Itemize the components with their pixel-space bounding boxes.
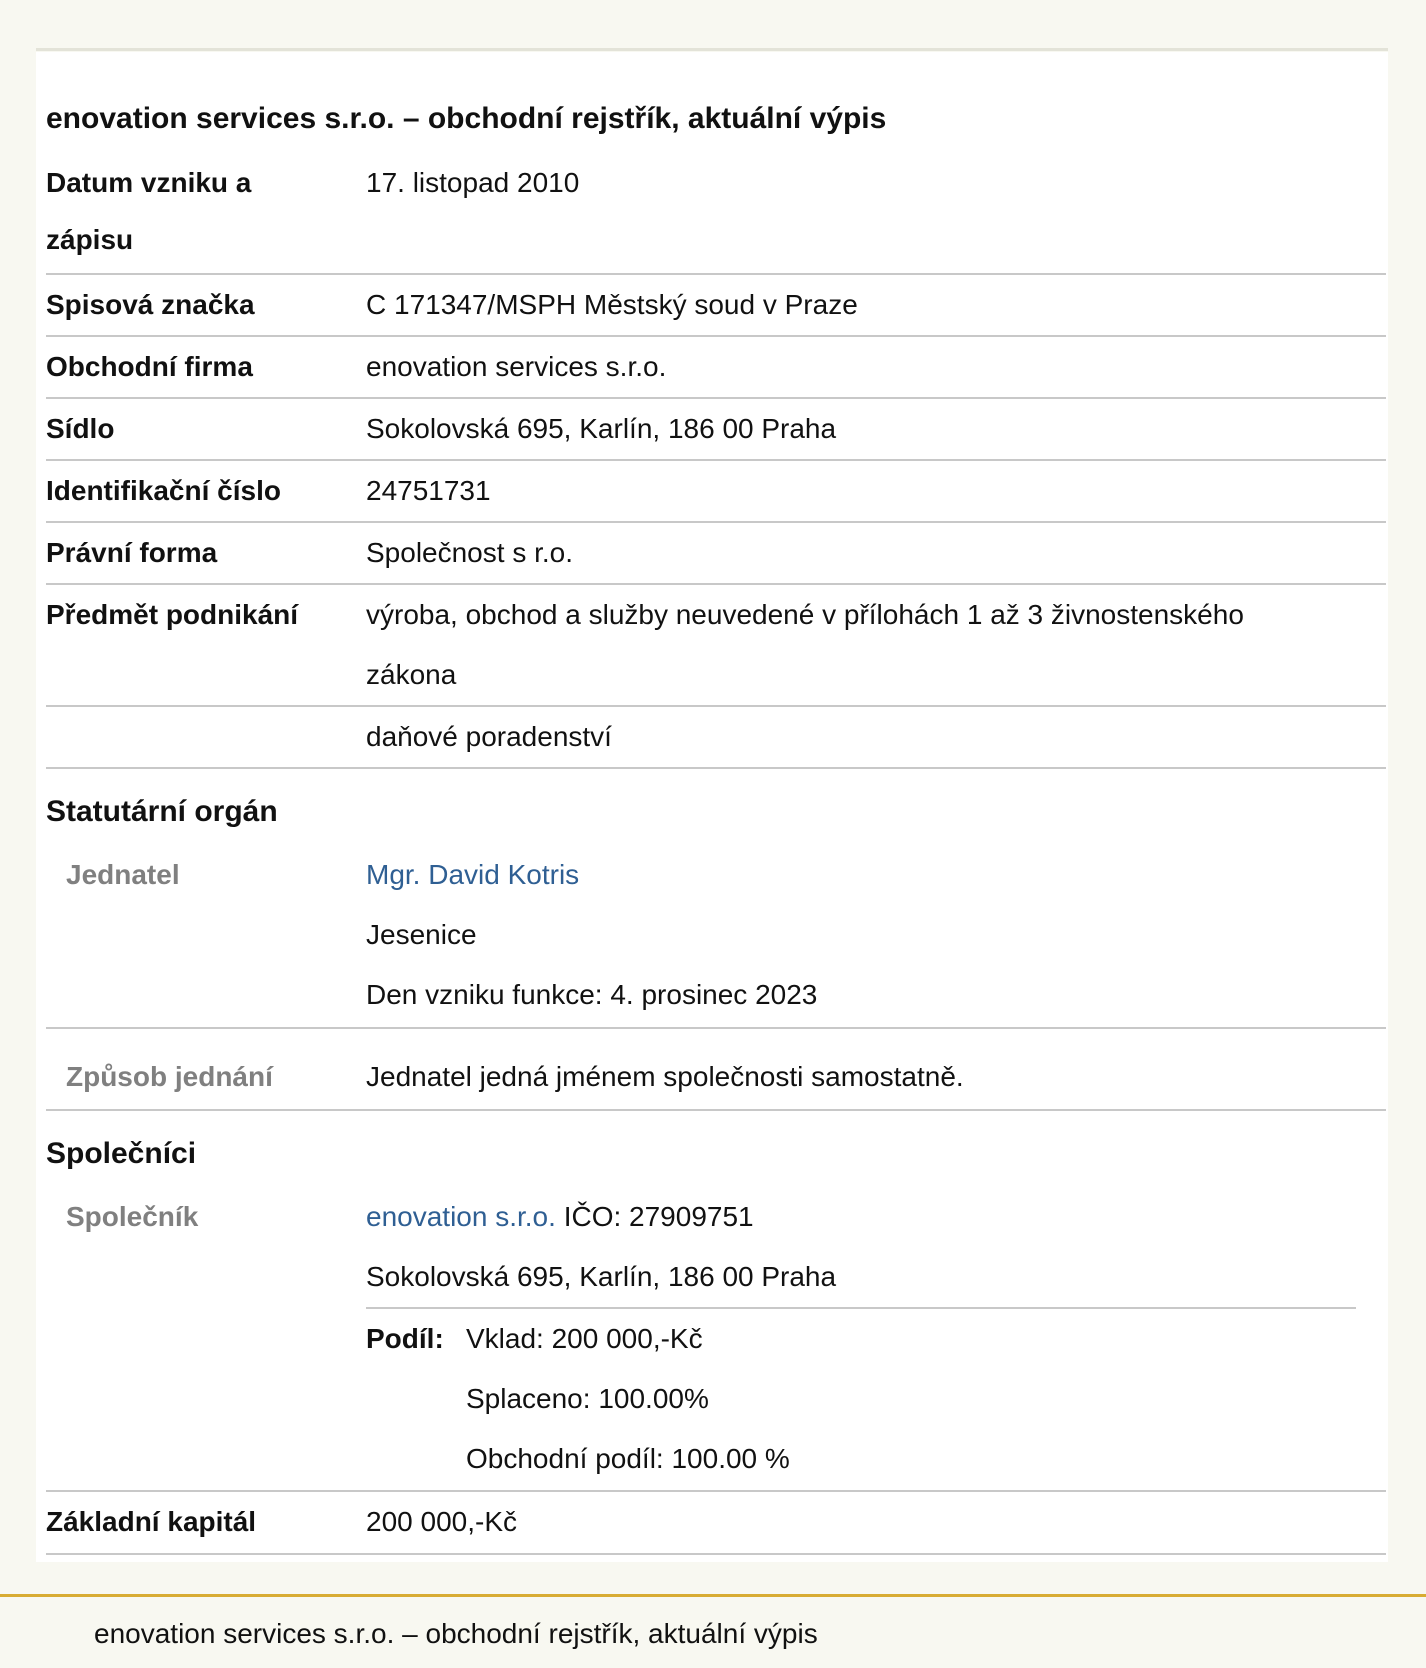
label-ico: Identifikační číslo xyxy=(46,475,281,506)
spolecnik-name-line xyxy=(366,1187,754,1247)
value-datum: 17. listopad 2010 xyxy=(366,167,580,198)
value-zpusob-jednani: Jednatel jedná jménem společnosti samostatně. xyxy=(366,1061,964,1092)
label-spolecnik: Společník xyxy=(66,1201,199,1232)
value-predmet-2: daňové poradenství xyxy=(366,721,612,752)
label-firma: Obchodní firma xyxy=(46,351,253,382)
section-spolecnici: Společníci xyxy=(46,1137,197,1170)
label-forma: Právní forma xyxy=(46,537,218,568)
divider xyxy=(46,1553,1386,1555)
podil-obchodni: Obchodní podíl: 100.00 % xyxy=(466,1443,790,1474)
jednatel-name-link[interactable]: Mgr. David Kotris xyxy=(366,859,580,890)
label-sidlo: Sídlo xyxy=(46,413,115,444)
divider xyxy=(46,705,1386,707)
page-title: enovation services s.r.o. – obchodní rejstřík, aktuální výpis xyxy=(46,102,887,135)
label-spisova: Spisová značka xyxy=(46,289,255,320)
section-statutarni-organ: Statutární orgán xyxy=(46,795,278,828)
divider xyxy=(46,1109,1386,1111)
value-forma: Společnost s r.o. xyxy=(366,537,574,568)
value-firma: enovation services s.r.o. xyxy=(366,351,667,382)
value-ico: 24751731 xyxy=(366,475,491,506)
value-predmet-1-line1: výroba, obchod a služby neuvedené v přílohách 1 až 3 živnostenského xyxy=(366,599,1244,630)
jednatel-city: Jesenice xyxy=(366,919,477,950)
label-datum-line2: zápisu xyxy=(46,224,134,255)
spolecnik-address: Sokolovská 695, Karlín, 186 00 Praha xyxy=(366,1261,837,1292)
label-zpusob-jednani: Způsob jednání xyxy=(66,1061,273,1092)
spolecnik-ico: IČO: 27909751 xyxy=(563,1201,754,1232)
label-kapital: Základní kapitál xyxy=(46,1506,257,1537)
jednatel-since: Den vzniku funkce: 4. prosinec 2023 xyxy=(366,979,818,1010)
footer-divider xyxy=(0,1594,1426,1597)
value-predmet-1-line2: zákona xyxy=(366,659,457,690)
spolecnik-name-link[interactable]: enovation s.r.o. xyxy=(366,1201,556,1232)
value-sidlo: Sokolovská 695, Karlín, 186 00 Praha xyxy=(366,413,837,444)
top-divider xyxy=(36,48,1388,51)
divider xyxy=(46,1027,1386,1029)
label-predmet: Předmět podnikání xyxy=(46,599,299,630)
podil-vklad: Vklad: 200 000,-Kč xyxy=(466,1323,703,1354)
label-podil: Podíl: xyxy=(366,1323,444,1354)
value-spisova: C 171347/MSPH Městský soud v Praze xyxy=(366,289,858,320)
divider xyxy=(46,767,1386,769)
label-datum-line1: Datum vzniku a xyxy=(46,167,252,198)
podil-splaceno: Splaceno: 100.00% xyxy=(466,1383,709,1414)
value-kapital: 200 000,-Kč xyxy=(366,1506,517,1537)
label-jednatel: Jednatel xyxy=(66,859,180,890)
footer-title: enovation services s.r.o. – obchodní rejstřík, aktuální výpis xyxy=(94,1618,818,1649)
divider xyxy=(46,521,1386,523)
